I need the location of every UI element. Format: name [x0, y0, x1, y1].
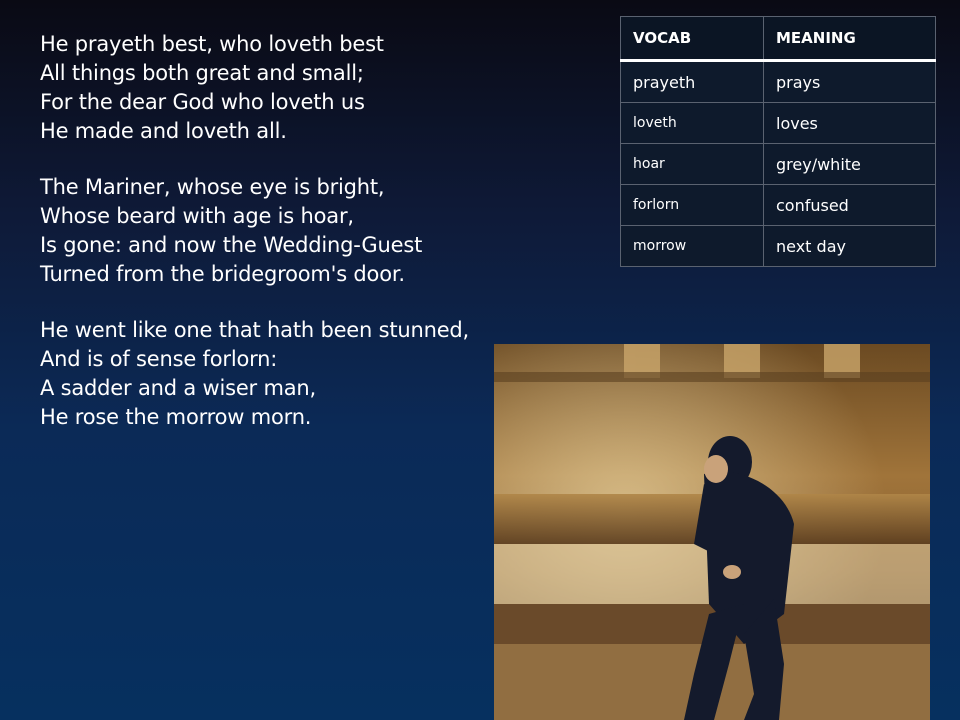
poem-line: All things both great and small;: [40, 61, 364, 85]
painting: [494, 344, 930, 720]
vocab-term: loveth: [621, 103, 764, 144]
poem-line: He went like one that hath been stunned,: [40, 318, 470, 342]
vocab-meaning: next day: [764, 226, 936, 267]
poem: [40, 30, 500, 459]
vocab-header-term: VOCAB: [621, 17, 764, 61]
poem-line: And is of sense forlorn:: [40, 347, 278, 371]
poem-line: He rose the morrow morn.: [40, 405, 312, 429]
vocab-meaning: loves: [764, 103, 936, 144]
vocab-term: prayeth: [621, 61, 764, 103]
vocab-row: [621, 226, 936, 267]
vocab-row: [621, 185, 936, 226]
vocab-row: [621, 61, 936, 103]
vocab-term: hoar: [621, 144, 764, 185]
poem-line: For the dear God who loveth us: [40, 90, 365, 114]
vocab-meaning: confused: [764, 185, 936, 226]
painting-image: [494, 344, 930, 720]
stanza-1: [40, 30, 500, 146]
vocab-term: forlorn: [621, 185, 764, 226]
poem-line: He prayeth best, who loveth best: [40, 32, 384, 56]
vocab-row: [621, 103, 936, 144]
poem-line: A sadder and a wiser man,: [40, 376, 316, 400]
vocab-meaning: prays: [764, 61, 936, 103]
vocab-header-row: [621, 17, 936, 61]
vocab-meaning: grey/white: [764, 144, 936, 185]
poem-line: Is gone: and now the Wedding-Guest: [40, 233, 423, 257]
poem-line: The Mariner, whose eye is bright,: [40, 175, 385, 199]
vocab-term: morrow: [621, 226, 764, 267]
stanza-2: [40, 173, 500, 289]
poem-line: Whose beard with age is hoar,: [40, 204, 354, 228]
vocab-header-meaning: MEANING: [764, 17, 936, 61]
stanza-3: [40, 316, 500, 432]
vocab-row: [621, 144, 936, 185]
vocab-table: [620, 16, 936, 267]
poem-line: Turned from the bridegroom's door.: [40, 262, 405, 286]
poem-line: He made and loveth all.: [40, 119, 287, 143]
